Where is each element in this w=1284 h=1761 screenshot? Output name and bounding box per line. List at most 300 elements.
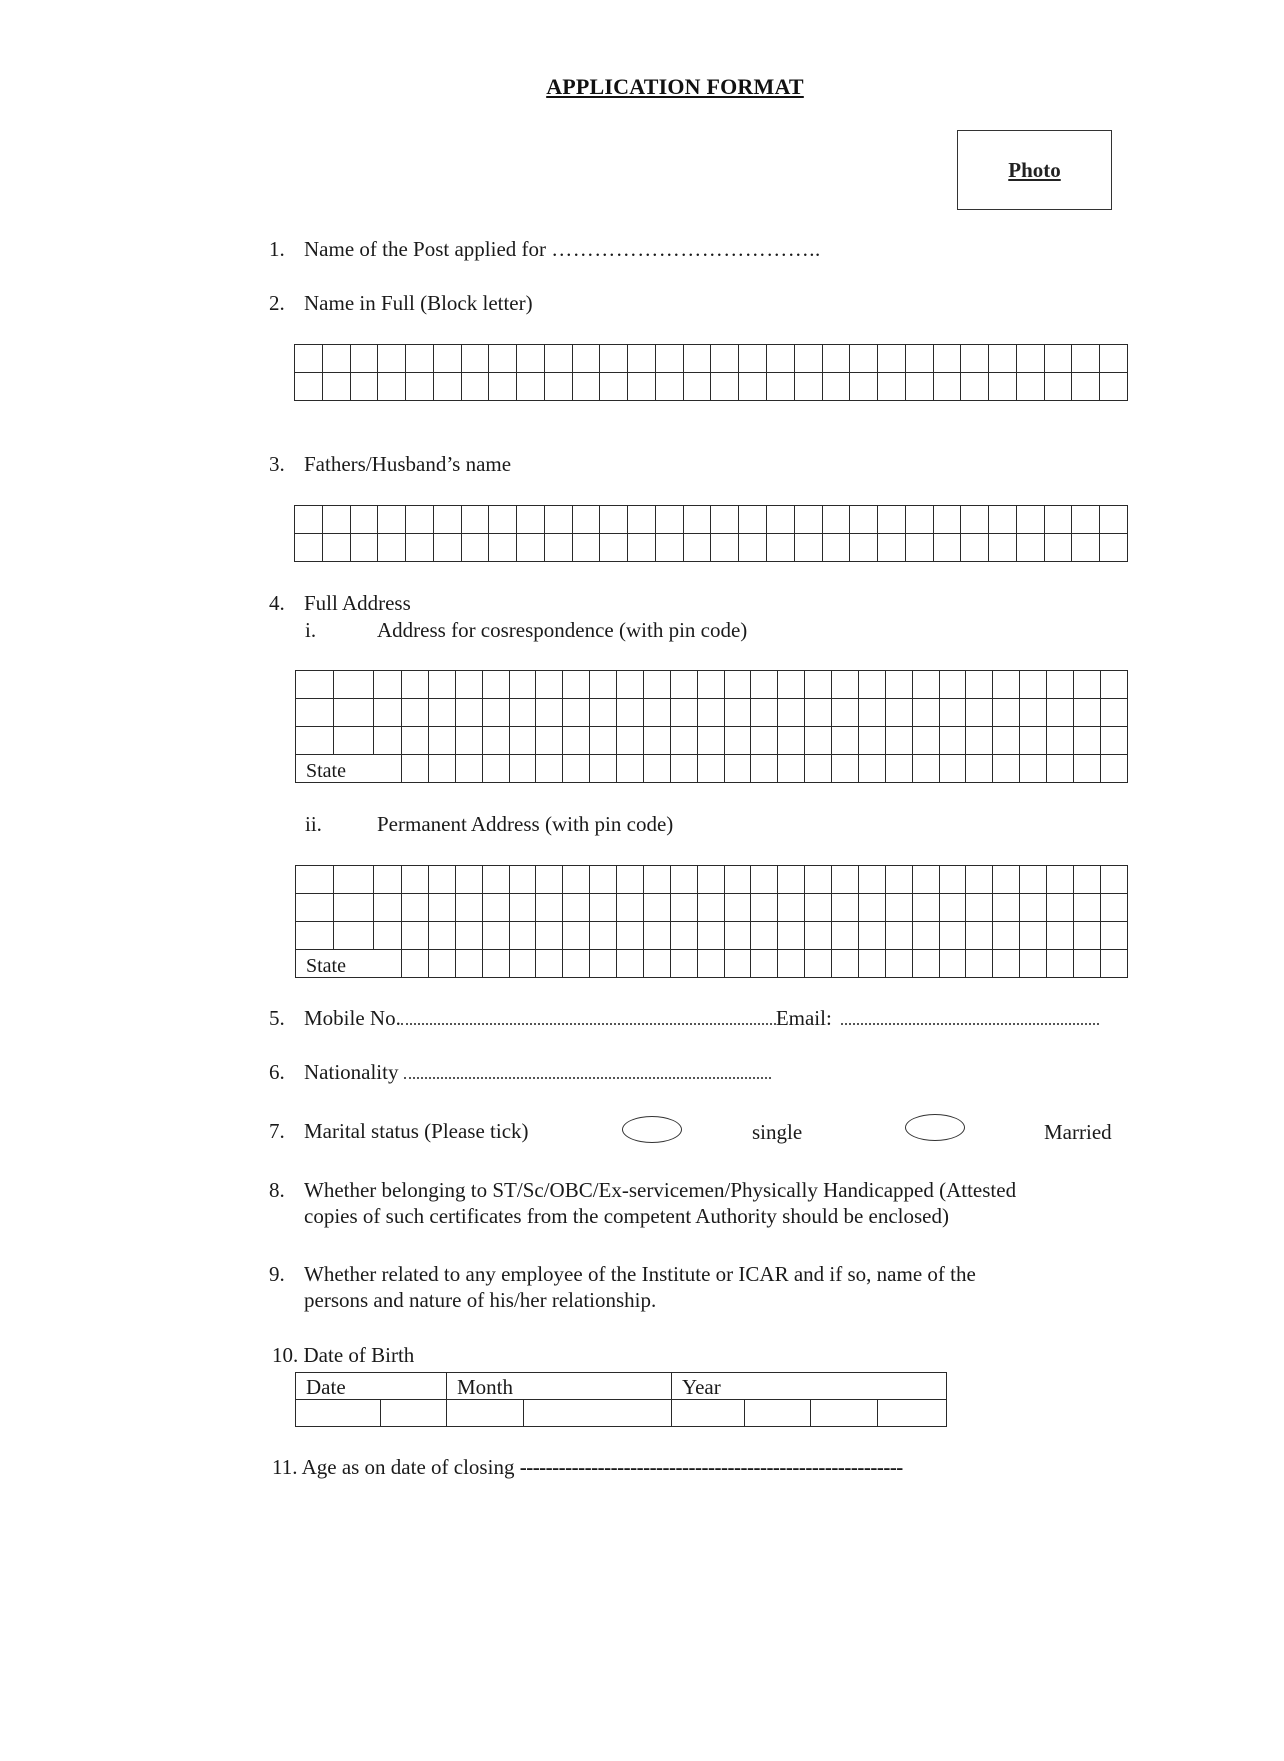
char-box[interactable]	[885, 755, 912, 783]
char-box[interactable]	[406, 345, 434, 373]
char-box[interactable]	[993, 950, 1020, 978]
char-box[interactable]	[1047, 727, 1074, 755]
char-box[interactable]	[670, 866, 697, 894]
char-box[interactable]	[767, 506, 795, 534]
char-box[interactable]	[858, 866, 885, 894]
char-box[interactable]	[961, 534, 989, 562]
char-box[interactable]	[858, 755, 885, 783]
char-box[interactable]	[683, 534, 711, 562]
char-box[interactable]	[966, 866, 993, 894]
char-box[interactable]	[794, 506, 822, 534]
char-box[interactable]	[628, 534, 656, 562]
char-box[interactable]	[402, 950, 429, 978]
char-box[interactable]	[933, 345, 961, 373]
char-box[interactable]	[778, 950, 805, 978]
char-box[interactable]	[933, 506, 961, 534]
char-box[interactable]	[350, 373, 378, 401]
char-box[interactable]	[858, 727, 885, 755]
char-box[interactable]	[1016, 506, 1044, 534]
char-box[interactable]	[885, 922, 912, 950]
char-box[interactable]	[1100, 950, 1127, 978]
char-box[interactable]	[670, 727, 697, 755]
char-box[interactable]	[433, 345, 461, 373]
char-box[interactable]	[739, 373, 767, 401]
char-box[interactable]	[670, 950, 697, 978]
char-box[interactable]	[805, 699, 832, 727]
char-box[interactable]	[544, 345, 572, 373]
char-box[interactable]	[1047, 950, 1074, 978]
char-box[interactable]	[374, 922, 402, 950]
char-box[interactable]	[536, 922, 563, 950]
char-box[interactable]	[751, 894, 778, 922]
char-box[interactable]	[572, 373, 600, 401]
char-box[interactable]	[670, 894, 697, 922]
char-box[interactable]	[966, 699, 993, 727]
char-box[interactable]	[878, 345, 906, 373]
char-box[interactable]	[617, 866, 644, 894]
char-box[interactable]	[961, 345, 989, 373]
char-box[interactable]	[1073, 755, 1100, 783]
char-box[interactable]	[334, 922, 374, 950]
char-box[interactable]	[993, 894, 1020, 922]
char-box[interactable]	[374, 866, 402, 894]
char-box[interactable]	[482, 727, 509, 755]
char-box[interactable]	[617, 950, 644, 978]
char-box[interactable]	[697, 727, 724, 755]
char-box[interactable]	[1020, 671, 1047, 699]
char-box[interactable]	[885, 866, 912, 894]
char-box[interactable]	[822, 373, 850, 401]
char-box[interactable]	[966, 894, 993, 922]
char-box[interactable]	[482, 755, 509, 783]
char-box[interactable]	[966, 950, 993, 978]
char-box[interactable]	[1072, 534, 1100, 562]
char-box[interactable]	[544, 534, 572, 562]
char-box[interactable]	[617, 727, 644, 755]
char-box[interactable]	[563, 894, 590, 922]
char-box[interactable]	[724, 866, 751, 894]
char-box[interactable]	[778, 671, 805, 699]
char-box[interactable]	[378, 345, 406, 373]
char-box[interactable]	[697, 699, 724, 727]
char-box[interactable]	[912, 671, 939, 699]
char-box[interactable]	[374, 894, 402, 922]
char-box[interactable]	[1020, 866, 1047, 894]
dob-year-digit-4[interactable]	[878, 1400, 947, 1427]
char-box[interactable]	[322, 506, 350, 534]
char-box[interactable]	[455, 894, 482, 922]
char-box[interactable]	[643, 727, 670, 755]
char-box[interactable]	[724, 922, 751, 950]
char-box[interactable]	[600, 534, 628, 562]
char-box[interactable]	[993, 922, 1020, 950]
char-box[interactable]	[905, 345, 933, 373]
char-box[interactable]	[406, 506, 434, 534]
char-box[interactable]	[544, 373, 572, 401]
char-box[interactable]	[517, 373, 545, 401]
char-box[interactable]	[296, 727, 334, 755]
char-box[interactable]	[378, 506, 406, 534]
char-box[interactable]	[295, 506, 323, 534]
char-box[interactable]	[509, 755, 536, 783]
char-box[interactable]	[805, 755, 832, 783]
char-box[interactable]	[850, 373, 878, 401]
char-box[interactable]	[406, 534, 434, 562]
char-box[interactable]	[697, 894, 724, 922]
char-box[interactable]	[912, 727, 939, 755]
char-box[interactable]	[778, 727, 805, 755]
char-box[interactable]	[322, 534, 350, 562]
char-box[interactable]	[563, 866, 590, 894]
char-box[interactable]	[724, 894, 751, 922]
char-box[interactable]	[461, 534, 489, 562]
char-box[interactable]	[489, 506, 517, 534]
char-box[interactable]	[724, 727, 751, 755]
char-box[interactable]	[334, 894, 374, 922]
char-box[interactable]	[1100, 866, 1127, 894]
char-box[interactable]	[912, 950, 939, 978]
char-box[interactable]	[832, 894, 859, 922]
father-husband-name-grid[interactable]	[294, 505, 1128, 562]
char-box[interactable]	[832, 755, 859, 783]
char-box[interactable]	[683, 373, 711, 401]
char-box[interactable]	[739, 506, 767, 534]
char-box[interactable]	[374, 671, 402, 699]
char-box[interactable]	[1073, 671, 1100, 699]
char-box[interactable]	[1016, 345, 1044, 373]
char-box[interactable]	[482, 894, 509, 922]
char-box[interactable]	[939, 755, 966, 783]
char-box[interactable]	[1020, 727, 1047, 755]
char-box[interactable]	[402, 727, 429, 755]
char-box[interactable]	[643, 866, 670, 894]
char-box[interactable]	[482, 699, 509, 727]
char-box[interactable]	[1100, 699, 1127, 727]
permanent-address-grid[interactable]	[295, 865, 1128, 978]
dob-year-digit-1[interactable]	[672, 1400, 745, 1427]
char-box[interactable]	[1047, 671, 1074, 699]
char-box[interactable]	[455, 866, 482, 894]
dob-year-digit-2[interactable]	[745, 1400, 811, 1427]
char-box[interactable]	[905, 506, 933, 534]
char-box[interactable]	[966, 922, 993, 950]
char-box[interactable]	[989, 373, 1017, 401]
char-box[interactable]	[751, 699, 778, 727]
char-box[interactable]	[643, 894, 670, 922]
char-box[interactable]	[296, 922, 334, 950]
char-box[interactable]	[939, 894, 966, 922]
char-box[interactable]	[378, 534, 406, 562]
char-box[interactable]	[428, 894, 455, 922]
char-box[interactable]	[517, 345, 545, 373]
char-box[interactable]	[939, 866, 966, 894]
char-box[interactable]	[482, 866, 509, 894]
char-box[interactable]	[1020, 922, 1047, 950]
char-box[interactable]	[751, 727, 778, 755]
char-box[interactable]	[1047, 866, 1074, 894]
char-box[interactable]	[966, 727, 993, 755]
char-box[interactable]	[966, 671, 993, 699]
char-box[interactable]	[850, 534, 878, 562]
char-box[interactable]	[563, 950, 590, 978]
dob-year-digit-3[interactable]	[811, 1400, 878, 1427]
char-box[interactable]	[832, 671, 859, 699]
char-box[interactable]	[670, 671, 697, 699]
char-box[interactable]	[989, 506, 1017, 534]
char-box[interactable]	[778, 894, 805, 922]
char-box[interactable]	[885, 671, 912, 699]
char-box[interactable]	[822, 506, 850, 534]
char-box[interactable]	[482, 950, 509, 978]
char-box[interactable]	[655, 373, 683, 401]
char-box[interactable]	[296, 699, 334, 727]
char-box[interactable]	[509, 894, 536, 922]
char-box[interactable]	[711, 534, 739, 562]
char-box[interactable]	[885, 699, 912, 727]
nationality-input[interactable]	[404, 1059, 771, 1079]
char-box[interactable]	[683, 345, 711, 373]
char-box[interactable]	[455, 922, 482, 950]
char-box[interactable]	[334, 866, 374, 894]
char-box[interactable]	[509, 922, 536, 950]
char-box[interactable]	[778, 699, 805, 727]
char-box[interactable]	[778, 755, 805, 783]
char-box[interactable]	[322, 373, 350, 401]
mobile-input[interactable]	[401, 1005, 776, 1025]
char-box[interactable]	[993, 727, 1020, 755]
char-box[interactable]	[767, 345, 795, 373]
char-box[interactable]	[1073, 950, 1100, 978]
char-box[interactable]	[617, 755, 644, 783]
char-box[interactable]	[711, 345, 739, 373]
age-input[interactable]: -----------------------------------------------------------	[519, 1455, 903, 1479]
char-box[interactable]	[805, 894, 832, 922]
char-box[interactable]	[655, 534, 683, 562]
char-box[interactable]	[993, 866, 1020, 894]
char-box[interactable]	[402, 922, 429, 950]
char-box[interactable]	[295, 373, 323, 401]
char-box[interactable]	[805, 922, 832, 950]
char-box[interactable]	[563, 671, 590, 699]
char-box[interactable]	[655, 506, 683, 534]
char-box[interactable]	[1100, 345, 1128, 373]
char-box[interactable]	[697, 866, 724, 894]
char-box[interactable]	[832, 922, 859, 950]
char-box[interactable]	[751, 755, 778, 783]
char-box[interactable]	[1073, 727, 1100, 755]
char-box[interactable]	[1020, 699, 1047, 727]
char-box[interactable]	[563, 922, 590, 950]
char-box[interactable]	[1072, 506, 1100, 534]
char-box[interactable]	[296, 894, 334, 922]
char-box[interactable]	[428, 866, 455, 894]
char-box[interactable]	[805, 727, 832, 755]
char-box[interactable]	[536, 699, 563, 727]
char-box[interactable]	[482, 671, 509, 699]
char-box[interactable]	[428, 755, 455, 783]
char-box[interactable]	[428, 950, 455, 978]
char-box[interactable]	[1072, 345, 1100, 373]
char-box[interactable]	[455, 755, 482, 783]
char-box[interactable]	[850, 345, 878, 373]
char-box[interactable]	[461, 373, 489, 401]
char-box[interactable]	[794, 345, 822, 373]
char-box[interactable]	[1100, 894, 1127, 922]
char-box[interactable]	[1016, 534, 1044, 562]
char-box[interactable]	[670, 699, 697, 727]
char-box[interactable]	[334, 727, 374, 755]
char-box[interactable]	[961, 373, 989, 401]
char-box[interactable]	[850, 506, 878, 534]
char-box[interactable]	[993, 671, 1020, 699]
char-box[interactable]	[697, 671, 724, 699]
char-box[interactable]	[858, 671, 885, 699]
char-box[interactable]	[1047, 894, 1074, 922]
char-box[interactable]	[572, 506, 600, 534]
char-box[interactable]	[536, 671, 563, 699]
char-box[interactable]	[1100, 506, 1128, 534]
char-box[interactable]	[1020, 755, 1047, 783]
char-box[interactable]	[536, 950, 563, 978]
char-box[interactable]	[933, 373, 961, 401]
char-box[interactable]	[912, 866, 939, 894]
char-box[interactable]	[778, 866, 805, 894]
char-box[interactable]	[989, 345, 1017, 373]
char-box[interactable]	[455, 727, 482, 755]
char-box[interactable]	[590, 755, 617, 783]
char-box[interactable]	[1073, 894, 1100, 922]
char-box[interactable]	[905, 373, 933, 401]
char-box[interactable]	[1100, 755, 1127, 783]
char-box[interactable]	[600, 345, 628, 373]
char-box[interactable]	[724, 950, 751, 978]
char-box[interactable]	[885, 727, 912, 755]
char-box[interactable]	[670, 755, 697, 783]
char-box[interactable]	[711, 506, 739, 534]
char-box[interactable]	[1073, 866, 1100, 894]
dob-date-digit-2[interactable]	[381, 1400, 447, 1427]
char-box[interactable]	[724, 671, 751, 699]
char-box[interactable]	[402, 671, 429, 699]
married-tick-circle[interactable]	[905, 1114, 965, 1141]
char-box[interactable]	[378, 373, 406, 401]
char-box[interactable]	[617, 894, 644, 922]
char-box[interactable]	[643, 950, 670, 978]
char-box[interactable]	[517, 506, 545, 534]
char-box[interactable]	[912, 699, 939, 727]
char-box[interactable]	[461, 506, 489, 534]
char-box[interactable]	[563, 727, 590, 755]
char-box[interactable]	[590, 866, 617, 894]
char-box[interactable]	[643, 671, 670, 699]
char-box[interactable]	[489, 345, 517, 373]
char-box[interactable]	[751, 950, 778, 978]
char-box[interactable]	[878, 534, 906, 562]
char-box[interactable]	[822, 345, 850, 373]
char-box[interactable]	[778, 922, 805, 950]
char-box[interactable]	[832, 866, 859, 894]
char-box[interactable]	[939, 950, 966, 978]
char-box[interactable]	[966, 755, 993, 783]
dob-month-digit-2[interactable]	[524, 1400, 672, 1427]
char-box[interactable]	[489, 534, 517, 562]
char-box[interactable]	[1047, 922, 1074, 950]
char-box[interactable]	[334, 671, 374, 699]
char-box[interactable]	[1100, 727, 1127, 755]
char-box[interactable]	[1072, 373, 1100, 401]
char-box[interactable]	[961, 506, 989, 534]
char-box[interactable]	[697, 922, 724, 950]
char-box[interactable]	[563, 699, 590, 727]
char-box[interactable]	[905, 534, 933, 562]
char-box[interactable]	[939, 727, 966, 755]
char-box[interactable]	[509, 866, 536, 894]
char-box[interactable]	[1100, 671, 1127, 699]
char-box[interactable]	[402, 866, 429, 894]
char-box[interactable]	[600, 373, 628, 401]
char-box[interactable]	[767, 373, 795, 401]
char-box[interactable]	[544, 506, 572, 534]
char-box[interactable]	[628, 506, 656, 534]
char-box[interactable]	[617, 671, 644, 699]
char-box[interactable]	[509, 699, 536, 727]
char-box[interactable]	[590, 671, 617, 699]
char-box[interactable]	[858, 894, 885, 922]
char-box[interactable]	[912, 922, 939, 950]
char-box[interactable]	[878, 506, 906, 534]
char-box[interactable]	[751, 922, 778, 950]
char-box[interactable]	[1047, 755, 1074, 783]
char-box[interactable]	[563, 755, 590, 783]
char-box[interactable]	[1044, 506, 1072, 534]
char-box[interactable]	[509, 727, 536, 755]
char-box[interactable]	[885, 894, 912, 922]
char-box[interactable]	[628, 345, 656, 373]
char-box[interactable]	[572, 345, 600, 373]
char-box[interactable]	[643, 755, 670, 783]
char-box[interactable]	[433, 506, 461, 534]
char-box[interactable]	[628, 373, 656, 401]
char-box[interactable]	[724, 699, 751, 727]
char-box[interactable]	[822, 534, 850, 562]
char-box[interactable]	[939, 922, 966, 950]
char-box[interactable]	[617, 922, 644, 950]
char-box[interactable]	[509, 950, 536, 978]
char-box[interactable]	[590, 894, 617, 922]
char-box[interactable]	[536, 866, 563, 894]
char-box[interactable]	[489, 373, 517, 401]
char-box[interactable]	[794, 534, 822, 562]
char-box[interactable]	[711, 373, 739, 401]
email-input[interactable]	[841, 1005, 1099, 1025]
char-box[interactable]	[1020, 894, 1047, 922]
correspondence-address-grid[interactable]	[295, 670, 1128, 783]
char-box[interactable]	[1100, 534, 1128, 562]
char-box[interactable]	[939, 671, 966, 699]
char-box[interactable]	[295, 345, 323, 373]
char-box[interactable]	[334, 699, 374, 727]
char-box[interactable]	[374, 727, 402, 755]
char-box[interactable]	[517, 534, 545, 562]
char-box[interactable]	[590, 950, 617, 978]
char-box[interactable]	[402, 755, 429, 783]
char-box[interactable]	[739, 345, 767, 373]
char-box[interactable]	[805, 866, 832, 894]
char-box[interactable]	[993, 699, 1020, 727]
char-box[interactable]	[402, 894, 429, 922]
char-box[interactable]	[993, 755, 1020, 783]
char-box[interactable]	[739, 534, 767, 562]
